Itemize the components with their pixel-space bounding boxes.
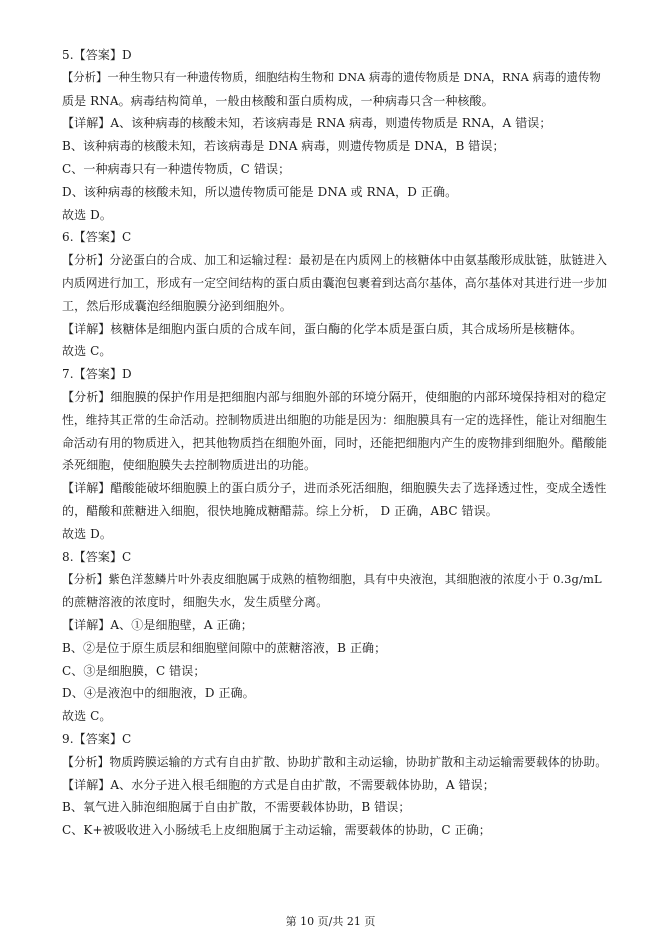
q7-detail-line-2: 的，醋酸和蔗糖进入细胞，很快地腌成糖醋蒜。综上分析， D 正确，ABC 错误。	[62, 503, 498, 518]
q5-detail-a: 【详解】A、该种病毒的核酸未知，若该病毒是 RNA 病毒，则遗传物质是 RNA，A 错误；	[62, 116, 552, 131]
q5-analysis-line-1: 【分析】一种生物只有一种遗传物质，细胞结构生物和 DNA 病毒的遗传物质是 DNA，RNA 病毒的遗传物	[62, 70, 601, 84]
q8-detail-a: 【详解】A、①是细胞壁，A 正确；	[62, 617, 253, 632]
q5-conclusion: 故选 D。	[62, 207, 112, 222]
q5-detail-b: B、该种病毒的核酸未知，若该病毒是 DNA 病毒，则遗传物质是 DNA，B 错误；	[62, 139, 505, 154]
q7-analysis-line-3: 命活动有用的物质进入，把其他物质挡在细胞外面，同时，还能把细胞内产生的废物排到细胞外。醋酸能	[62, 435, 608, 450]
q6-conclusion: 故选 C。	[62, 344, 112, 359]
q5-answer: 5.【答案】D	[62, 48, 132, 62]
document-body	[62, 44, 607, 842]
q9-analysis: 【分析】物质跨膜运输的方式有自由扩散、协助扩散和主动运输，协助扩散和主动运输需要载体的协助。	[62, 754, 608, 769]
q8-analysis-line-2: 的蔗糖溶液的浓度时，细胞失水，发生质壁分离。	[62, 595, 329, 610]
q8-detail-d: D、④是液泡中的细胞液，D 正确。	[62, 686, 255, 701]
q5-detail-d: D、该种病毒的核酸未知，所以遗传物质可能是 DNA 或 RNA，D 正确。	[62, 184, 458, 199]
q8-detail-b: B、②是位于原生质层和细胞壁间隙中的蔗糖溶液，B 正确；	[62, 640, 387, 655]
q7-answer: 7.【答案】D	[62, 367, 132, 382]
q7-analysis-line-4: 杀死细胞，使细胞膜失去控制物质进出的功能。	[62, 458, 317, 473]
q9-answer: 9.【答案】C	[62, 731, 132, 746]
q6-analysis-line-3: 工，然后形成囊泡经细胞膜分泌到细胞外。	[62, 298, 292, 313]
q7-detail-line-1: 【详解】醋酸能破坏细胞膜上的蛋白质分子，进而杀死活细胞，细胞膜失去了选择透过性，变成全透性	[62, 481, 607, 496]
q9-detail-c: C、K+被吸收进入小肠绒毛上皮细胞属于主动运输，需要载体的协助，C 正确；	[62, 823, 491, 838]
q7-analysis-line-2: 性，维持其正常的生命活动。控制物质进出细胞的功能是因为：细胞膜具有一定的选择性，能让对细胞生	[62, 412, 608, 427]
q8-analysis-line-1: 【分析】紫色洋葱鳞片叶外表皮细胞属于成熟的植物细胞，具有中央液泡，其细胞液的浓度小于 0.3g/mL	[62, 572, 602, 587]
q8-answer: 8.【答案】C	[62, 549, 132, 564]
q8-conclusion: 故选 C。	[62, 709, 112, 724]
q5-detail-c: C、一种病毒只有一种遗传物质，C 错误；	[62, 161, 291, 176]
q9-detail-b: B、氧气进入肺泡细胞属于自由扩散，不需要载体协助，B 错误；	[62, 800, 411, 815]
q5-analysis-line-2: 质是 RNA。病毒结构简单，一般由核酸和蛋白质构成，一种病毒只含一种核酸。	[62, 93, 494, 108]
q7-analysis-line-1: 【分析】细胞膜的保护作用是把细胞内部与细胞外部的环境分隔开，使细胞的内部环境保持相对的稳定	[62, 389, 607, 404]
q6-analysis-line-2: 内质网进行加工，形成有一定空间结构的蛋白质由囊泡包裹着到达高尔基体，高尔基体对其进行进一步加	[62, 275, 608, 290]
q6-detail: 【详解】核糖体是细胞内蛋白质的合成车间，蛋白酶的化学本质是蛋白质，其合成场所是核糖体。	[62, 321, 583, 336]
q6-answer: 6.【答案】C	[62, 230, 132, 245]
q6-analysis-line-1: 【分析】分泌蛋白的合成、加工和运输过程：最初是在内质网上的核糖体中由氨基酸形成肽链，肽链进入	[62, 253, 608, 268]
q8-detail-c: C、③是细胞膜，C 错误；	[62, 663, 206, 678]
q9-detail-a: 【详解】A、水分子进入根毛细胞的方式是自由扩散，不需要载体协助，A 错误；	[62, 777, 495, 792]
q7-conclusion: 故选 D。	[62, 526, 112, 541]
page-footer: 第 10 页/共 21 页	[285, 915, 376, 928]
